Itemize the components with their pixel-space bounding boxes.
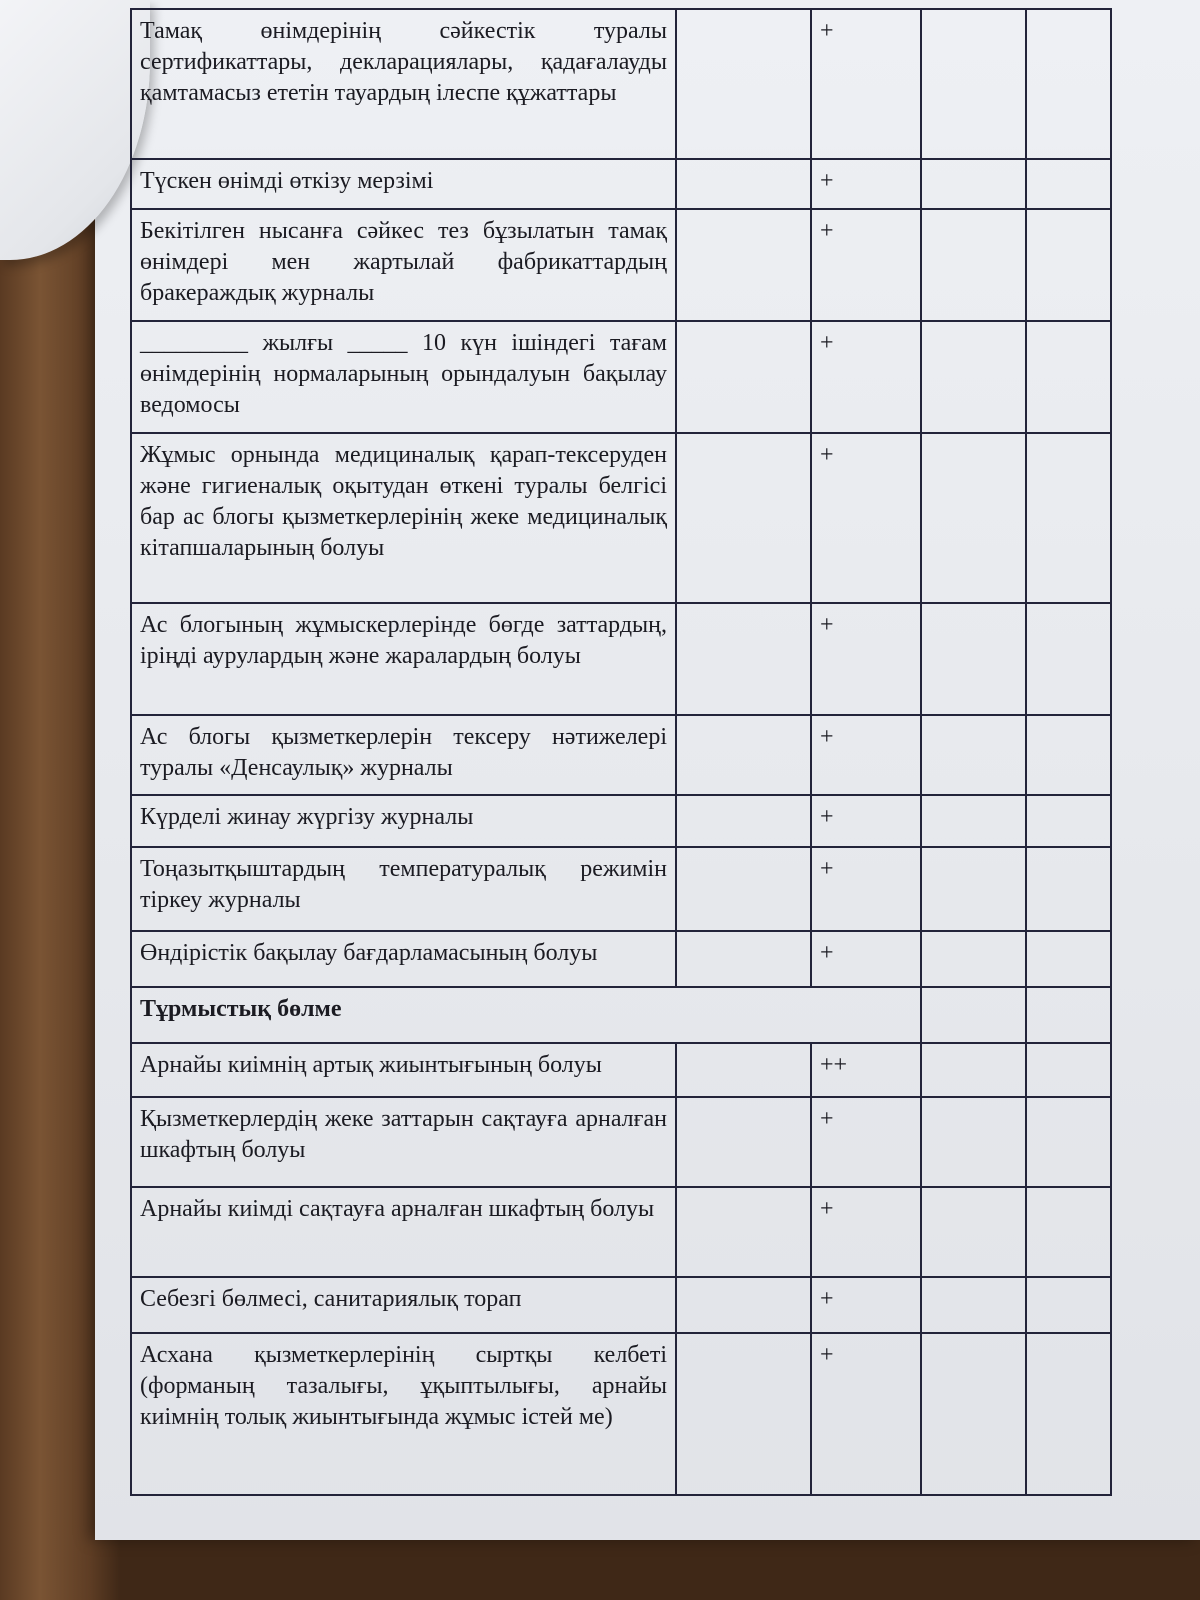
empty-cell [921,321,1026,433]
table-row [131,1043,1111,1097]
empty-cell [1026,321,1111,433]
check-mark: + [811,847,921,931]
item-text: Тамақ өнімдерінің сәйкестік туралы сертификаттары, декларациялары, қадағалауды қамтамасыз ететін тауардың ілеспе құжаттары [131,9,676,159]
empty-cell [676,1043,811,1097]
check-mark: + [811,1277,921,1333]
check-mark: + [811,603,921,715]
item-text: Қызметкерлердің жеке заттарын сақтауға арналған шкафтың болуы [131,1097,676,1187]
check-mark: + [811,209,921,321]
checklist-table [130,8,1112,1496]
check-mark: + [811,433,921,603]
empty-cell [1026,847,1111,931]
empty-cell [676,433,811,603]
item-text: Бекітілген нысанға сәйкес тез бұзылатын тамақ өнімдері мен жартылай фабрикаттардың бракераждық журналы [131,209,676,321]
table-row [131,795,1111,847]
empty-cell [676,603,811,715]
table-row [131,931,1111,987]
item-text: Түскен өнімді өткізу мерзімі [131,159,676,209]
empty-cell [921,603,1026,715]
item-text: Ас блогы қызметкерлерін тексеру нәтижелері туралы «Денсаулық» журналы [131,715,676,795]
empty-cell [1026,433,1111,603]
item-text: Ас блогының жұмыскерлерінде бөгде заттардың, іріңді аурулардың және жаралардың болуы [131,603,676,715]
empty-cell [676,931,811,987]
empty-cell [921,795,1026,847]
empty-cell [1026,1043,1111,1097]
empty-cell [1026,603,1111,715]
empty-cell [1026,715,1111,795]
table-row [131,715,1111,795]
empty-cell [1026,1277,1111,1333]
section-row [131,987,1111,1043]
empty-cell [921,9,1026,159]
check-mark: + [811,715,921,795]
table-row [131,321,1111,433]
item-text: Асхана қызметкерлерінің сыртқы келбеті (форманың тазалығы, ұқыптылығы, арнайы киімнің толық жиынтығында жұмыс істей ме) [131,1333,676,1495]
empty-cell [676,795,811,847]
item-text: Күрделі жинау жүргізу журналы [131,795,676,847]
table-row [131,159,1111,209]
item-text: Арнайы киімнің артық жиынтығының болуы [131,1043,676,1097]
check-mark: + [811,321,921,433]
table-row [131,1277,1111,1333]
empty-cell [921,433,1026,603]
table-row [131,1333,1111,1495]
table-row [131,1187,1111,1277]
item-text: Арнайы киімді сақтауға арналған шкафтың болуы [131,1187,676,1277]
empty-cell [676,9,811,159]
empty-cell [676,1187,811,1277]
check-mark: + [811,1187,921,1277]
empty-cell [921,1187,1026,1277]
item-text: _________ жылғы _____ 10 күн ішіндегі тағам өнімдерінің нормаларының орындалуын бақылау ведомосы [131,321,676,433]
empty-cell [1026,159,1111,209]
empty-cell [1026,1097,1111,1187]
check-mark: ++ [811,1043,921,1097]
empty-cell [921,931,1026,987]
table-row [131,1097,1111,1187]
table-row [131,847,1111,931]
empty-cell [921,1097,1026,1187]
item-text: Жұмыс орнында медициналық қарап-тексеруден және гигиеналық оқытудан өткені туралы белгісі бар ас блогы қызметкерлерінің жеке медициналық кітапшаларының болуы [131,433,676,603]
empty-cell [1026,987,1111,1043]
empty-cell [1026,1333,1111,1495]
empty-cell [676,715,811,795]
item-text: Себезгі бөлмесі, санитариялық торап [131,1277,676,1333]
check-mark: + [811,1097,921,1187]
empty-cell [1026,1187,1111,1277]
empty-cell [921,1333,1026,1495]
empty-cell [921,987,1026,1043]
empty-cell [921,209,1026,321]
table-row [131,433,1111,603]
check-mark: + [811,795,921,847]
item-text: Тоңазытқыштардың температуралық режимін тіркеу журналы [131,847,676,931]
empty-cell [1026,209,1111,321]
check-mark: + [811,159,921,209]
empty-cell [921,715,1026,795]
empty-cell [921,847,1026,931]
empty-cell [676,159,811,209]
item-text: Өндірістік бақылау бағдарламасының болуы [131,931,676,987]
empty-cell [676,1097,811,1187]
empty-cell [1026,9,1111,159]
empty-cell [676,1277,811,1333]
table-row [131,9,1111,159]
check-mark: + [811,931,921,987]
empty-cell [1026,795,1111,847]
table-row [131,209,1111,321]
table-row [131,603,1111,715]
empty-cell [1026,931,1111,987]
empty-cell [676,847,811,931]
empty-cell [921,159,1026,209]
empty-cell [676,209,811,321]
empty-cell [676,1333,811,1495]
empty-cell [676,321,811,433]
empty-cell [921,1277,1026,1333]
empty-cell [921,1043,1026,1097]
check-mark: + [811,1333,921,1495]
check-mark: + [811,9,921,159]
section-heading: Тұрмыстық бөлме [131,987,921,1043]
